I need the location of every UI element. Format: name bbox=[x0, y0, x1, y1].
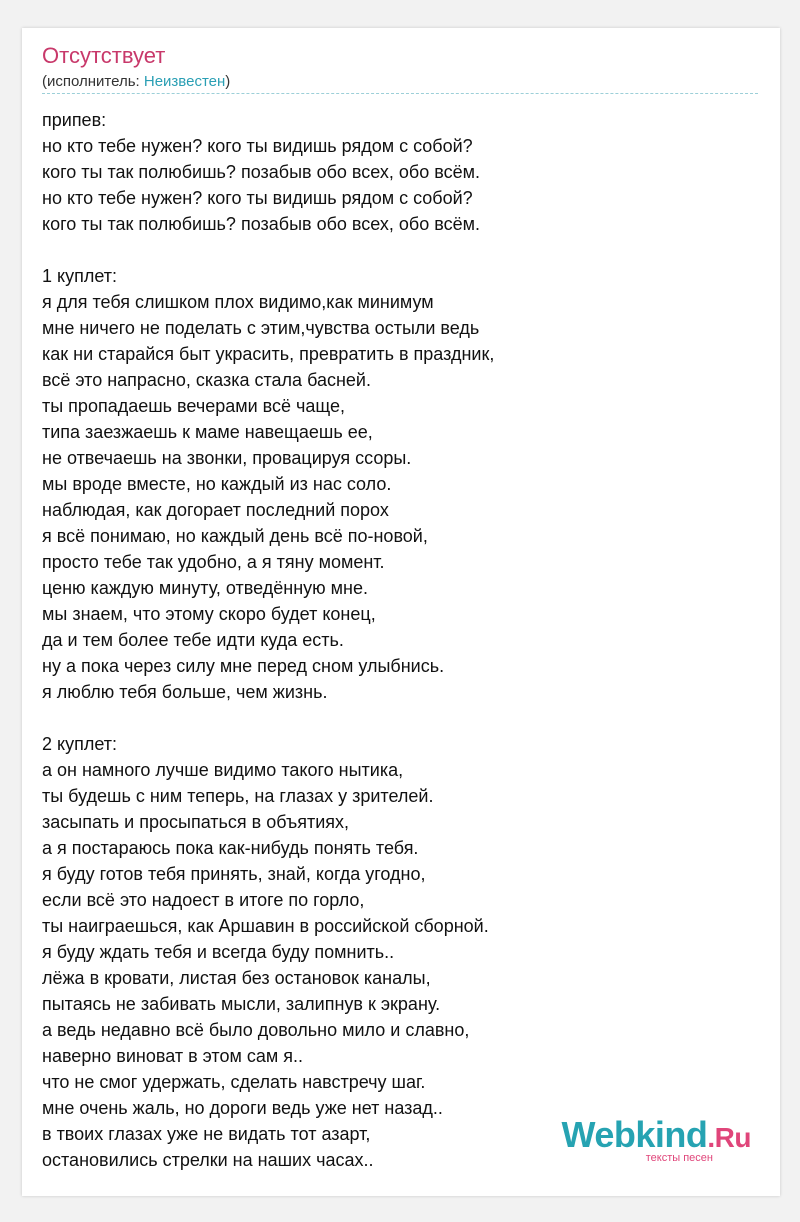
lyric-line: ты будешь с ним теперь, на глазах у зрителей. bbox=[42, 786, 434, 806]
lyric-line: я буду ждать тебя и всегда буду помнить.. bbox=[42, 942, 395, 962]
lyric-line: остановились стрелки на наших часах.. bbox=[42, 1150, 374, 1170]
lyrics-page bbox=[22, 28, 780, 1196]
lyric-line: засыпать и просыпаться в объятиях, bbox=[42, 812, 350, 832]
lyric-line: я люблю тебя больше, чем жизнь. bbox=[42, 682, 328, 702]
logo-wordmark bbox=[561, 1114, 751, 1155]
artist-suffix: ) bbox=[225, 73, 231, 90]
lyric-line: я для тебя слишком плох видимо,как минимум bbox=[42, 292, 434, 312]
lyric-blank-line bbox=[42, 237, 762, 263]
lyric-line: 2 куплет: bbox=[42, 734, 117, 754]
lyric-blank-line bbox=[42, 705, 762, 731]
artist-link[interactable]: Неизвестен bbox=[143, 73, 226, 90]
lyric-line: припев: bbox=[42, 110, 107, 130]
lyric-line: кого ты так полюбишь? позабыв обо всех, обо всём. bbox=[42, 162, 480, 182]
lyrics-text bbox=[42, 107, 762, 1173]
lyric-line: просто тебе так удобно, а я тяну момент. bbox=[42, 552, 385, 572]
lyric-line: но кто тебе нужен? кого ты видишь рядом с собой? bbox=[42, 136, 473, 156]
lyric-line: но кто тебе нужен? кого ты видишь рядом с собой? bbox=[42, 188, 473, 208]
lyric-line: ты пропадаешь вечерами всё чаще, bbox=[42, 396, 346, 416]
lyric-line: если всё это надоест в итоге по горло, bbox=[42, 890, 365, 910]
lyric-line: ценю каждую минуту, отведённую мне. bbox=[42, 578, 368, 598]
lyric-line: наверно виноват в этом сам я.. bbox=[42, 1046, 303, 1066]
lyric-line: мы вроде вместе, но каждый из нас соло. bbox=[42, 474, 392, 494]
lyric-line: кого ты так полюбишь? позабыв обо всех, обо всём. bbox=[42, 214, 480, 234]
logo-ru-text: .Ru bbox=[707, 1122, 751, 1153]
song-title: Отсутствует bbox=[42, 43, 166, 68]
lyric-line: что не смог удержать, сделать навстречу шаг. bbox=[42, 1072, 426, 1092]
lyric-line: лёжа в кровати, листая без остановок каналы, bbox=[42, 968, 431, 988]
lyric-line: ну а пока через силу мне перед сном улыбнись. bbox=[42, 656, 445, 676]
lyric-line: как ни старайся быт украсить, превратить в праздник, bbox=[42, 344, 495, 364]
lyric-line: мы знаем, что этому скоро будет конец, bbox=[42, 604, 376, 624]
lyric-line: пытаясь не забивать мысли, залипнув к экрану. bbox=[42, 994, 441, 1014]
artist-line bbox=[42, 73, 230, 91]
lyric-line: 1 куплет: bbox=[42, 266, 117, 286]
logo-tagline: тексты песен bbox=[645, 1152, 713, 1164]
lyric-line: всё это напрасно, сказка стала басней. bbox=[42, 370, 371, 390]
lyric-line: наблюдая, как догорает последний порох bbox=[42, 500, 389, 520]
header-divider bbox=[42, 93, 758, 94]
lyric-line: мне ничего не поделать с этим,чувства остыли ведь bbox=[42, 318, 480, 338]
artist-prefix: (исполнитель: bbox=[42, 73, 144, 90]
lyric-line: я буду готов тебя принять, знай, когда угодно, bbox=[42, 864, 426, 884]
lyric-line: мне очень жаль, но дороги ведь уже нет назад.. bbox=[42, 1098, 443, 1118]
lyric-line: да и тем более тебе идти куда есть. bbox=[42, 630, 344, 650]
lyric-line: ты наиграешься, как Аршавин в российской сборной. bbox=[42, 916, 489, 936]
logo-main-text: Webkind bbox=[561, 1114, 708, 1155]
site-logo[interactable] bbox=[561, 1114, 751, 1164]
lyric-line: в твоих глазах уже не видать тот азарт, bbox=[42, 1124, 371, 1144]
lyric-line: не отвечаешь на звонки, провацируя ссоры. bbox=[42, 448, 412, 468]
lyric-line: а я постараюсь пока как-нибудь понять тебя. bbox=[42, 838, 419, 858]
lyric-line: типа заезжаешь к маме навещаешь ее, bbox=[42, 422, 373, 442]
lyric-line: а он намного лучше видимо такого нытика, bbox=[42, 760, 404, 780]
lyric-line: а ведь недавно всё было довольно мило и славно, bbox=[42, 1020, 470, 1040]
lyric-line: я всё понимаю, но каждый день всё по-новой, bbox=[42, 526, 428, 546]
